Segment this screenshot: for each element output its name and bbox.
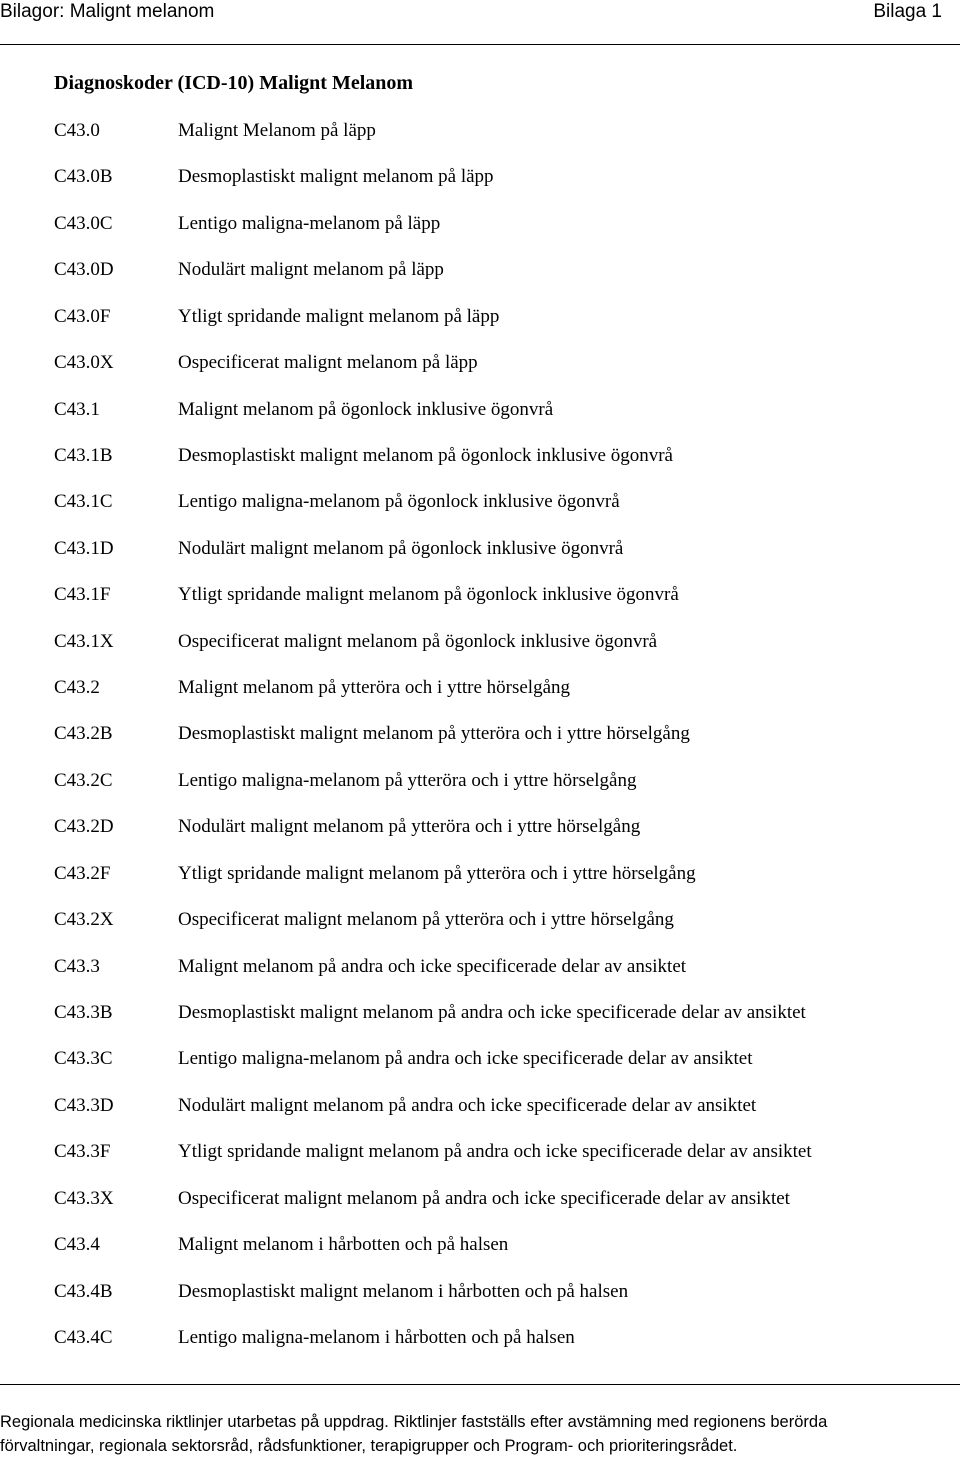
code-row	[0, 768, 960, 814]
code-row	[0, 443, 960, 489]
icd-code: C43.0B	[54, 166, 113, 188]
code-row	[0, 536, 960, 582]
code-description: Ospecificerat malignt melanom på ögonlock inklusive ögonvrå	[178, 630, 658, 652]
code-row	[0, 1325, 960, 1371]
code-row	[0, 629, 960, 675]
footer-line-1: Regionala medicinska riktlinjer utarbetas på uppdrag. Riktlinjer fastställs efter avstämning med regionens berörda	[0, 1413, 828, 1431]
footer-line-2: förvaltningar, regionala sektorsråd, rådsfunktioner, terapigrupper och Program- och prioriteringsrådet.	[0, 1437, 738, 1455]
code-row	[0, 118, 960, 164]
code-row	[0, 907, 960, 953]
icd-code: C43.1	[54, 398, 100, 420]
icd-code: C43.0X	[54, 352, 114, 374]
code-description: Nodulärt malignt melanom på ytteröra och i yttre hörselgång	[178, 816, 641, 838]
code-row	[0, 582, 960, 628]
icd-code: C43.1B	[54, 444, 113, 466]
icd-code: C43.0C	[54, 212, 113, 234]
code-row	[0, 721, 960, 767]
icd-code: C43.1D	[54, 537, 114, 559]
header-document-title: Bilagor: Malignt melanom	[0, 1, 215, 22]
code-description: Malignt Melanom på läpp	[178, 120, 376, 141]
code-row	[0, 1232, 960, 1278]
code-row	[0, 350, 960, 396]
icd-code: C43.1F	[54, 584, 111, 606]
code-row	[0, 1093, 960, 1139]
code-row	[0, 861, 960, 907]
icd-code: C43.2F	[54, 862, 111, 884]
icd-code: C43.1X	[54, 630, 114, 652]
icd-code: C43.4B	[54, 1280, 113, 1302]
code-description: Lentigo maligna-melanom på ögonlock inklusive ögonvrå	[178, 491, 620, 513]
icd-code: C43.3D	[54, 1094, 114, 1116]
code-description: Malignt melanom på ytteröra och i yttre hörselgång	[178, 677, 571, 699]
code-row	[0, 1000, 960, 1046]
icd-code: C43.0	[54, 120, 100, 141]
header-divider	[0, 44, 960, 45]
code-row	[0, 489, 960, 535]
diagnosis-code-list	[0, 118, 960, 1371]
icd-code: C43.2X	[54, 909, 114, 931]
icd-code: C43.4C	[54, 1326, 113, 1348]
code-description: Desmoplastiskt malignt melanom på ögonlock inklusive ögonvrå	[178, 444, 673, 466]
code-description: Nodulärt malignt melanom på läpp	[178, 259, 444, 281]
icd-code: C43.3	[54, 955, 100, 977]
icd-code: C43.3F	[54, 1141, 111, 1163]
code-description: Desmoplastiskt malignt melanom på läpp	[178, 166, 494, 188]
code-description: Ytligt spridande malignt melanom på läpp	[178, 305, 500, 327]
code-description: Malignt melanom i hårbotten och på halsen	[178, 1234, 509, 1256]
code-description: Ytligt spridande malignt melanom på andra och icke specificerade delar av ansiktet	[178, 1141, 812, 1163]
code-row	[0, 397, 960, 443]
code-description: Nodulärt malignt melanom på andra och icke specificerade delar av ansiktet	[178, 1094, 757, 1116]
code-row	[0, 1139, 960, 1185]
code-row	[0, 814, 960, 860]
code-description: Desmoplastiskt malignt melanom på andra och icke specificerade delar av ansiktet	[178, 1002, 806, 1024]
icd-code: C43.2B	[54, 723, 113, 745]
code-row	[0, 257, 960, 303]
code-row	[0, 1186, 960, 1232]
code-description: Nodulärt malignt melanom på ögonlock inklusive ögonvrå	[178, 537, 624, 559]
code-row	[0, 164, 960, 210]
code-row	[0, 954, 960, 1000]
code-description: Malignt melanom på andra och icke specificerade delar av ansiktet	[178, 955, 687, 977]
icd-code: C43.2	[54, 677, 100, 699]
code-description: Ytligt spridande malignt melanom på ögonlock inklusive ögonvrå	[178, 584, 679, 606]
code-description: Lentigo maligna-melanom på läpp	[178, 212, 441, 234]
header-appendix-label: Bilaga 1	[873, 1, 942, 22]
icd-code: C43.2C	[54, 769, 113, 791]
code-description: Desmoplastiskt malignt melanom i hårbotten och på halsen	[178, 1280, 629, 1302]
icd-code: C43.0D	[54, 259, 114, 281]
page-title: Diagnoskoder (ICD-10) Malignt Melanom	[54, 72, 414, 94]
code-description: Ospecificerat malignt melanom på ytteröra och i yttre hörselgång	[178, 909, 674, 931]
code-description: Ospecificerat malignt melanom på andra och icke specificerade delar av ansiktet	[178, 1187, 790, 1209]
code-description: Lentigo maligna-melanom på ytteröra och i yttre hörselgång	[178, 769, 637, 791]
icd-code: C43.0F	[54, 305, 111, 327]
code-description: Desmoplastiskt malignt melanom på ytteröra och i yttre hörselgång	[178, 723, 690, 745]
code-description: Ytligt spridande malignt melanom på ytteröra och i yttre hörselgång	[178, 862, 696, 884]
code-description: Lentigo maligna-melanom i hårbotten och på halsen	[178, 1326, 575, 1348]
code-description: Malignt melanom på ögonlock inklusive ögonvrå	[178, 398, 554, 420]
page-header	[0, 0, 960, 26]
code-description: Lentigo maligna-melanom på andra och icke specificerade delar av ansiktet	[178, 1048, 753, 1070]
icd-code: C43.1C	[54, 491, 113, 513]
code-row	[0, 675, 960, 721]
icd-code: C43.3X	[54, 1187, 114, 1209]
icd-code: C43.4	[54, 1234, 100, 1256]
icd-code: C43.3B	[54, 1002, 113, 1024]
footer-divider	[0, 1384, 960, 1385]
page-footer	[0, 1410, 960, 1458]
code-description: Ospecificerat malignt melanom på läpp	[178, 352, 478, 374]
code-row	[0, 304, 960, 350]
icd-code: C43.3C	[54, 1048, 113, 1070]
code-row	[0, 1279, 960, 1325]
code-row	[0, 1046, 960, 1092]
icd-code: C43.2D	[54, 816, 114, 838]
code-row	[0, 211, 960, 257]
